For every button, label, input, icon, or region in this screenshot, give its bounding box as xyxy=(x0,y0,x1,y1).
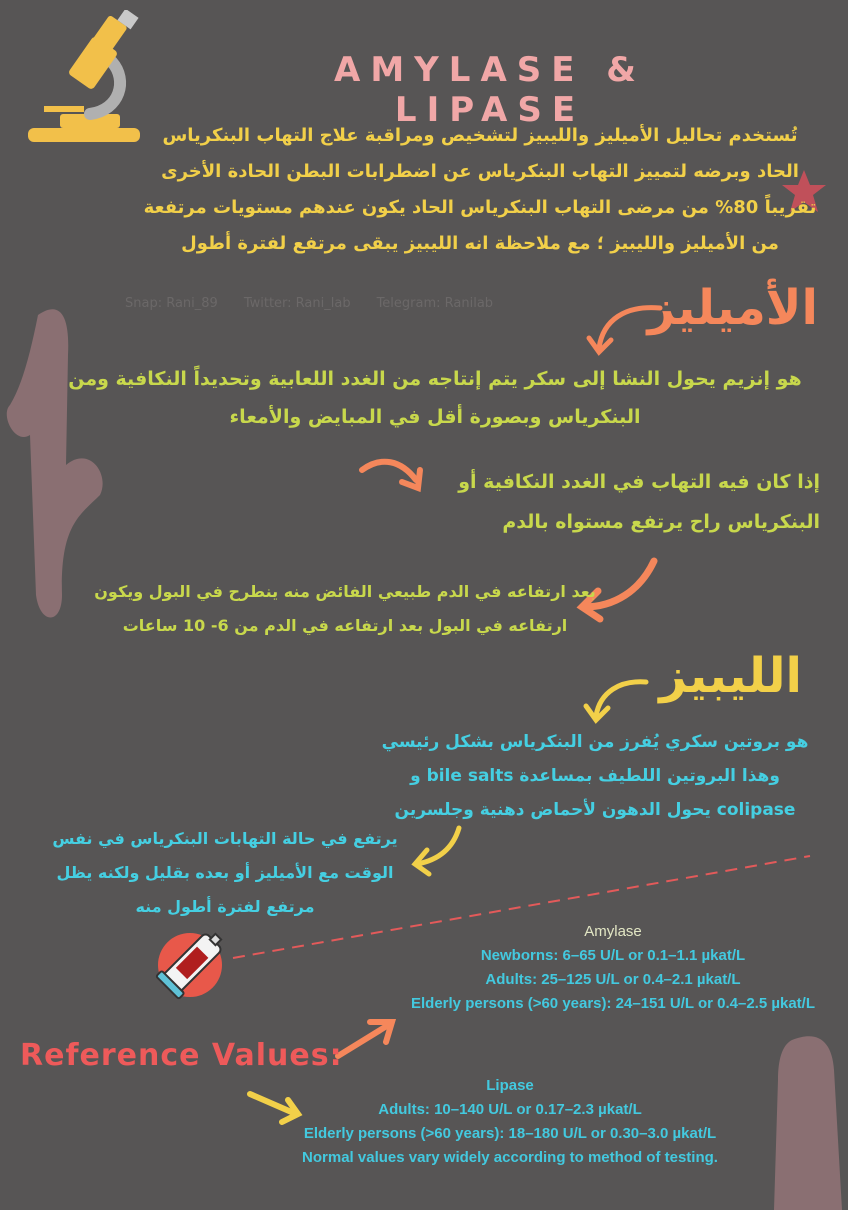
lipase-definition: هو بروتين سكري يُفرز من البنكرياس بشكل رئيسي وهذا البروتين اللطيف بمساعدة bile salts و colipase يحول الدهون لأحماض دهنية وجلسرين xyxy=(381,732,809,820)
lipase-elevation: يرتفع في حالة التهابات البنكرياس في نفس الوقت مع الأميليز أو بعده بقليل ولكنه يظل مرتفع لفترة أطول منه xyxy=(52,829,398,916)
amylase-definition: هو إنزيم يحول النشا إلى سكر يتم إنتاجه من الغدد اللعابية وتحديداً النكافية ومن البنكرياس وبصورة أقل في المبايض والأمعاء xyxy=(68,368,802,428)
amylase-reference-line: Elderly persons (>60 years): 24–151 U/L or 0.4–2.5 µkat/L xyxy=(411,995,815,1012)
lipase-heading: الليبيز xyxy=(659,648,802,704)
intro-paragraph: تُستخدم تحاليل الأميليز والليبيز لتشخيص ومراقبة علاج التهاب البنكرياس الحاد وبرضه لتمييز التهاب البنكرياس عن اضطرابات البطن الحادة الأخرى تقريباً 80% من مرضى التهاب البنكرياس الحاد يكون عندهم مستويات مرتفعة من الأميليز والليبيز ؛ مع ملاحظة انه الليبيز يبقى مرتفع لفترة أطول xyxy=(143,125,817,254)
syringe-icon xyxy=(150,925,230,1005)
page-title: AMYLASE & LIPASE xyxy=(334,50,646,130)
amylase-heading: الأميليز xyxy=(647,280,818,336)
telegram-handle: Telegram: Ranilab xyxy=(376,296,494,311)
lipase-reference-label: Lipase xyxy=(486,1077,534,1094)
amylase-reference-line: Newborns: 6–65 U/L or 0.1–1.1 µkat/L xyxy=(480,947,746,964)
amylase-urine: بعد ارتفاعه في الدم طبيعي الفائض منه ينطرح في البول ويكون ارتفاعه في البول بعد ارتفاعه في الدم من 6- 10 ساعات xyxy=(94,582,596,635)
amylase-inflammation: إذا كان فيه التهاب في الغدد النكافية أو البنكرياس راح يرتفع مستواه بالدم xyxy=(458,471,820,533)
curved-arrow-icon xyxy=(585,300,665,360)
lipase-reference-line: Elderly persons (>60 years): 18–180 U/L or 0.30–3.0 µkat/L xyxy=(303,1125,717,1142)
lipase-reference-line: Normal values vary widely according to method of testing. xyxy=(302,1149,718,1166)
amylase-reference-label: Amylase xyxy=(584,923,642,940)
twitter-handle: Twitter: Rani_lab xyxy=(243,296,351,311)
curved-arrow-icon xyxy=(580,674,650,724)
snap-handle: Snap: Rani_89 xyxy=(125,296,218,311)
lipase-reference-line: Adults: 10–140 U/L or 0.17–2.3 µkat/L xyxy=(378,1101,642,1118)
microscope-icon xyxy=(20,10,150,150)
amylase-reference-line: Adults: 25–125 U/L or 0.4–2.1 µkat/L xyxy=(485,971,741,988)
brush-stroke-right xyxy=(762,1030,848,1210)
reference-values-title: Reference Values: xyxy=(20,1038,343,1073)
lipase-reference xyxy=(250,1074,770,1170)
amylase-reference xyxy=(395,920,831,1016)
social-handles xyxy=(125,296,605,311)
